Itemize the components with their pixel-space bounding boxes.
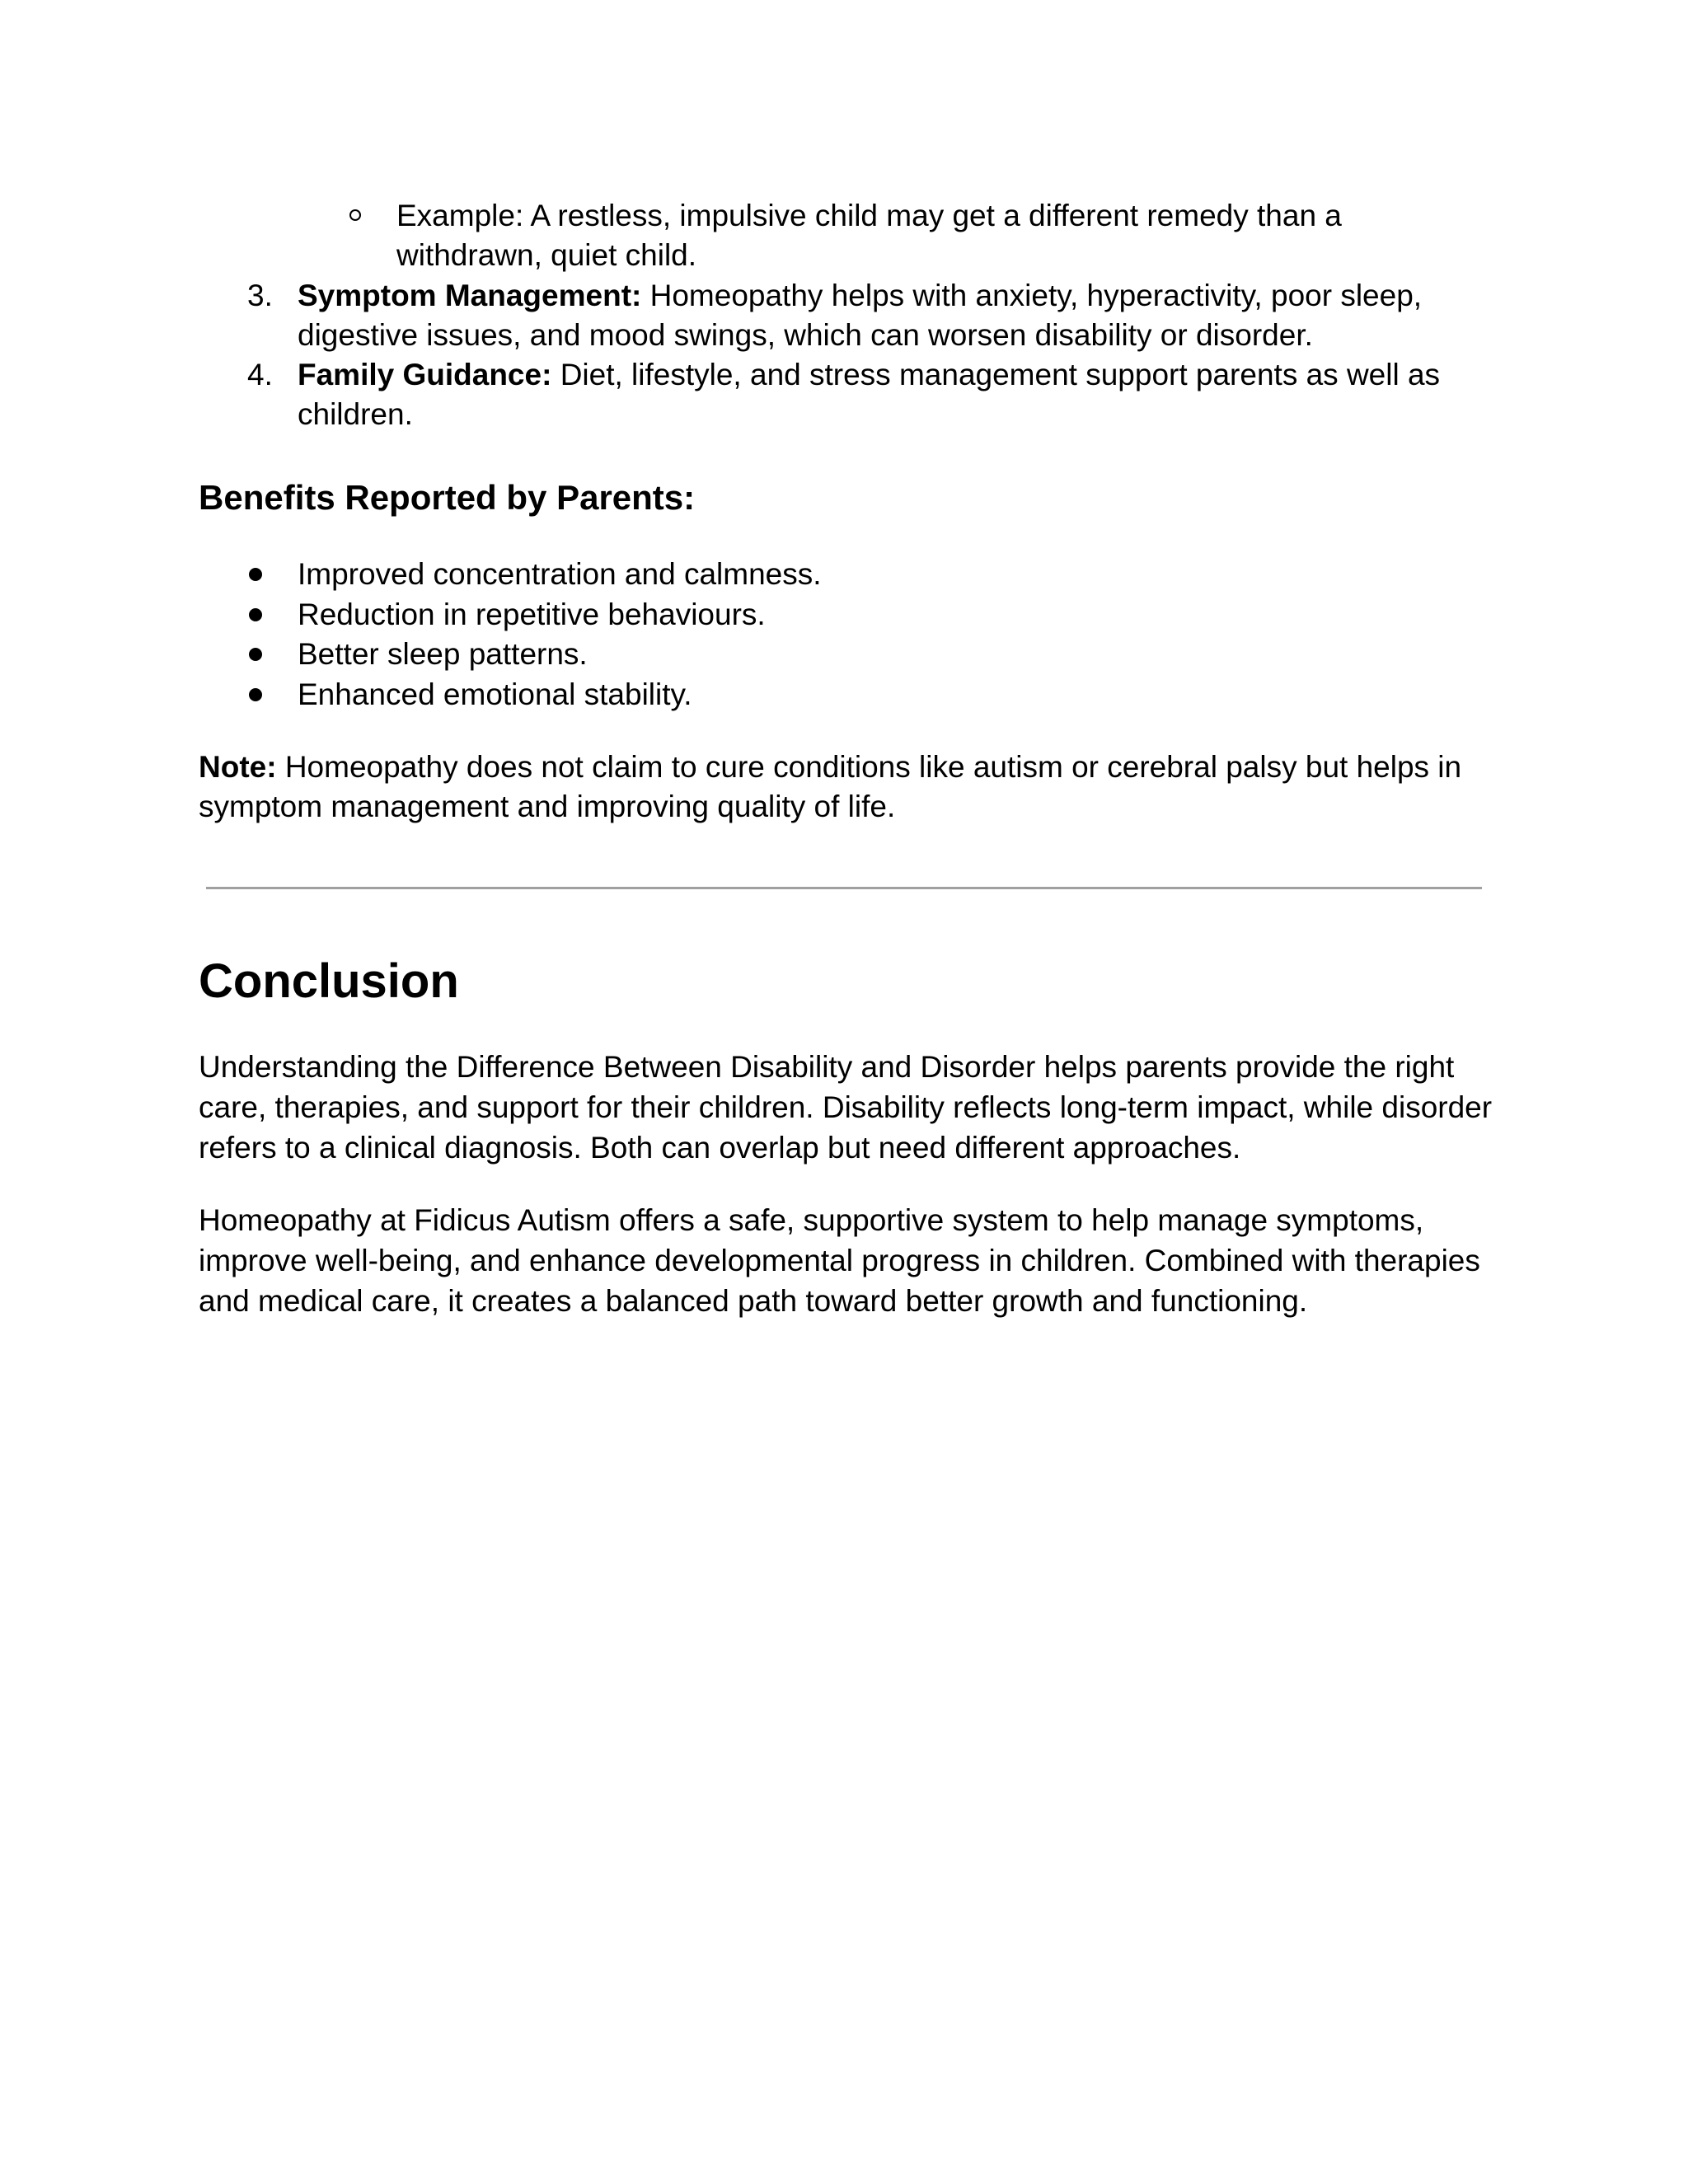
- list-number: 3.: [247, 279, 273, 312]
- benefit-item: Reduction in repetitive behaviours.: [298, 598, 766, 631]
- numbered-item-continuation: children.: [298, 397, 413, 431]
- note-paragraph: [199, 748, 1461, 787]
- horizontal-divider: [206, 887, 1482, 889]
- note-label: Note:: [199, 750, 277, 784]
- item-bold-label: Symptom Management:: [298, 279, 642, 312]
- conclusion-paragraph-2-line-1: Homeopathy at Fidicus Autism offers a safe, supportive system to help manage symptoms,: [199, 1203, 1424, 1237]
- conclusion-paragraph-2-line-2: improve well-being, and enhance developmental progress in children. Combined with therapies: [199, 1244, 1480, 1277]
- list-number: 4.: [247, 358, 273, 391]
- numbered-item-continuation: digestive issues, and mood swings, which can worsen disability or disorder.: [298, 318, 1313, 352]
- benefit-item: Improved concentration and calmness.: [298, 557, 822, 591]
- benefit-item: Better sleep patterns.: [298, 637, 588, 671]
- item-text: Diet, lifestyle, and stress management support parents as well as: [551, 358, 1441, 391]
- conclusion-paragraph-1-line-1: Understanding the Difference Between Disability and Disorder helps parents provide the right: [199, 1050, 1455, 1084]
- note-text: Homeopathy does not claim to cure conditions like autism or cerebral palsy but helps in: [276, 750, 1462, 784]
- numbered-item-family-guidance: [298, 355, 1440, 395]
- bullet-dot-icon: [249, 568, 262, 581]
- example-line-2: withdrawn, quiet child.: [396, 238, 697, 272]
- conclusion-paragraph-1-line-2: care, therapies, and support for their children. Disability reflects long-term impact, while disorder: [199, 1090, 1493, 1124]
- numbered-item-symptom-management: [298, 276, 1422, 316]
- note-continuation: symptom management and improving quality of life.: [199, 790, 896, 823]
- bullet-dot-icon: [249, 648, 262, 661]
- example-line-1: Example: A restless, impulsive child may get a different remedy than a: [396, 199, 1342, 232]
- benefit-item: Enhanced emotional stability.: [298, 677, 692, 711]
- bullet-dot-icon: [249, 688, 262, 701]
- conclusion-heading: Conclusion: [199, 954, 459, 1008]
- item-bold-label: Family Guidance:: [298, 358, 552, 391]
- conclusion-paragraph-1-line-3: refers to a clinical diagnosis. Both can overlap but need different approaches.: [199, 1131, 1241, 1165]
- hollow-bullet-icon: [349, 209, 361, 221]
- item-text: Homeopathy helps with anxiety, hyperactivity, poor sleep,: [641, 279, 1423, 312]
- bullet-dot-icon: [249, 608, 262, 621]
- conclusion-paragraph-2-line-3: and medical care, it creates a balanced path toward better growth and functioning.: [199, 1284, 1308, 1318]
- benefits-heading: Benefits Reported by Parents:: [199, 478, 696, 517]
